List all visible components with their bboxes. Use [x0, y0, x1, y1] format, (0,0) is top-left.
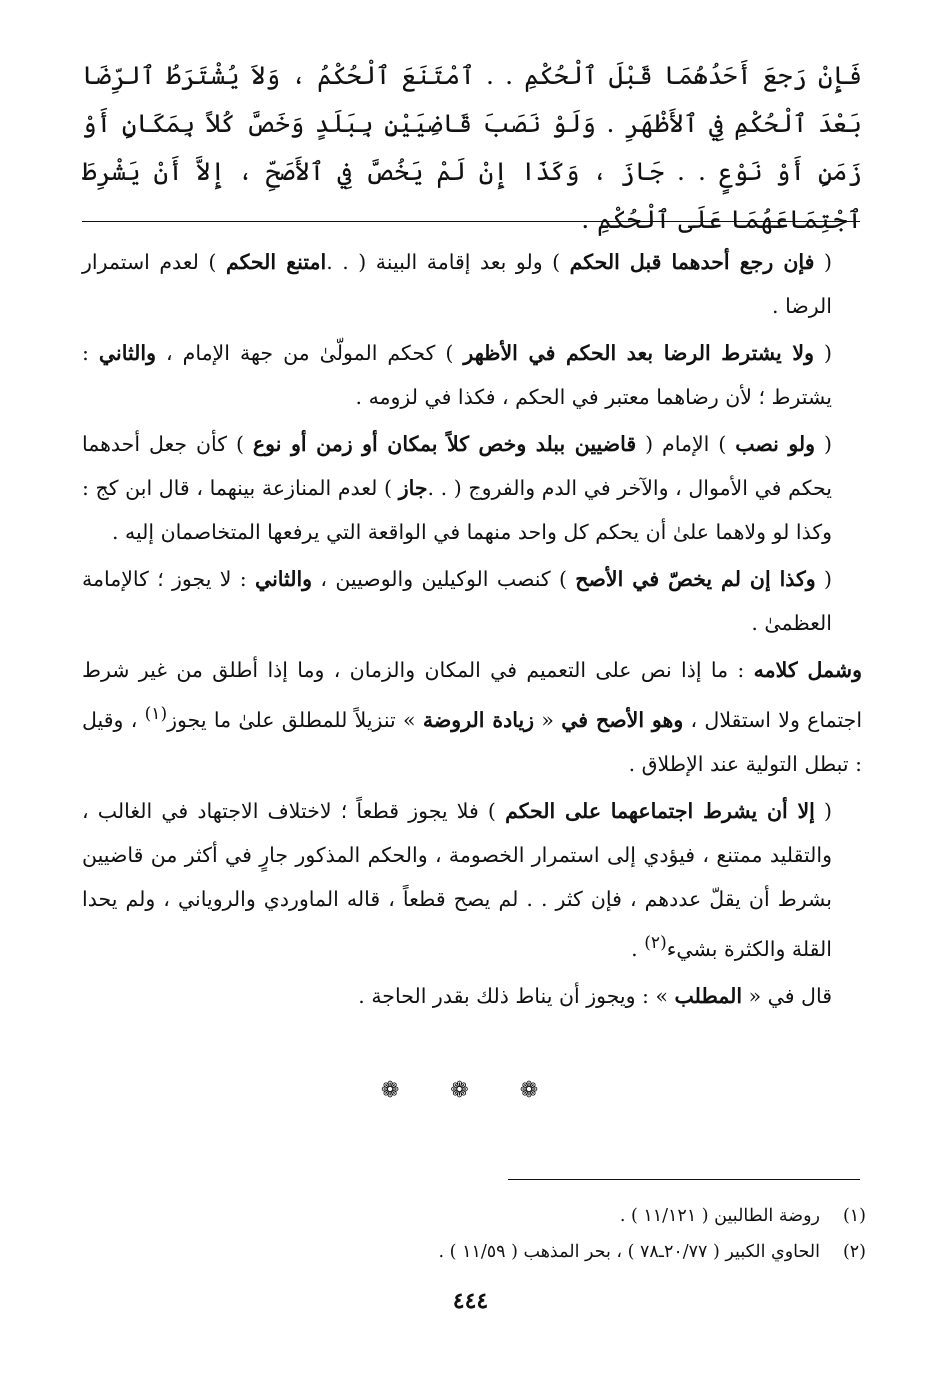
book-title: المطلب [674, 983, 743, 1008]
commentary-text: « [534, 707, 562, 732]
footnote-1 [82, 1198, 866, 1234]
footnote-number: (٢) [842, 1242, 866, 1262]
matn-quote: امتنع الحكم [225, 250, 327, 274]
commentary-text: ) لعدم استمرار الرضا . [82, 250, 832, 318]
matn-text: فَإِنْ رَجعَ أَحَدُهُمَا قَبْلَ ٱلْحُكْمِ . . ٱمْتَنَعَ ٱلْحُكْمُ ، وَلاَ يُشْتَرَطُ ٱلرِّضَا بَعْدَ ٱلْحُكْمِ فِي ٱلأَظْهَرِ . وَلَوْ نَصَبَ قَاضِيَيْنِ بِبَلَدٍ وَخَصَّ كُلاً بِمَكَانٍ أَوْ زَمَنٍ أَوْ نَوْعٍ . . جَازَ ، وَكَذَا إِنْ لَمْ يَخُصَّ فِي ٱلأَصَحِّ ، إِلاَّ أَنْ يَشْرِطَ ٱجْتِمَاعَهُمَا عَلَى ٱلْحُكْمِ . [82, 61, 862, 234]
footnote-ref[interactable]: (١) [144, 704, 168, 724]
page-number: ٤٤٤ [452, 1288, 489, 1314]
footnote-separator-line [508, 1179, 860, 1180]
commentary-text: قال في « [742, 983, 832, 1008]
sharh-paragraph-3 [82, 422, 862, 554]
paren: ( [814, 250, 832, 274]
footnotes [82, 1198, 866, 1270]
sharh-paragraph-5 [82, 648, 862, 786]
lead-phrase: وشمل كلامه [753, 658, 862, 682]
paren: ( [815, 432, 833, 456]
commentary-text: ) فلا يجوز قطعاً ؛ لاختلاف الاجتهاد في الغالب ، والتقليد ممتنع ، فيؤدي إلى استمرار الخصومة ، والحكم المذكور جارٍ في أكثر من قاضيين بشرط أن يقلّ عددهم ، فإن كثر . . لم يصح قطعاً ، قاله الماوردي والروياني ، ولم يحدا القلة والكثرة بشيء [82, 798, 832, 961]
commentary-text: » : ويجوز أن يناط ذلك بقدر الحاجة . [358, 983, 675, 1008]
matn-quote: إلا أن يشرط اجتماعهما على الحكم [505, 798, 815, 823]
sharh-paragraph-7 [82, 974, 862, 1018]
footnote-2 [82, 1234, 866, 1270]
section-end-ornament: ❁ ❁ ❁ [380, 1078, 561, 1103]
sharh-paragraph-6 [82, 789, 862, 971]
commentary-text: ) كأن جعل أحدهما يحكم في الأموال ، والآخر في الدم والفروج ( . . [82, 432, 832, 500]
matn-quote: قاضيين ببلد وخص كلاً بمكان أو زمن أو نوع [252, 432, 637, 456]
commentary-text: . [631, 936, 645, 961]
paren: ( [813, 341, 832, 365]
commentary-text: ) كحكم المولّىٰ من جهة الإمام ، [166, 341, 464, 365]
footnote-number: (١) [842, 1206, 866, 1226]
sharh-paragraph-1 [82, 240, 862, 328]
commentary-text: ) لعدم المنازعة بينهما ، قال ابن كج : وكذا لو ولاهما علىٰ أن يحكم كل واحد منهما في الواقعة التي يرفعها المتخاصمان إليه . [82, 476, 832, 544]
sharh-paragraph-2 [82, 331, 862, 419]
book-title: زيادة الروضة [422, 707, 535, 732]
commentary-text: ، وقيل : تبطل التولية عند الإطلاق . [82, 707, 862, 776]
commentary-text: » تنزيلاً للمطلق علىٰ ما يجوز [167, 707, 423, 732]
opinion-label: والثاني [255, 567, 313, 591]
footnote-text: الحاوي الكبير ( ٢٠/٧٧ـ٧٨ ) ، بحر المذهب ( ١١/٥٩ ) . [438, 1242, 820, 1262]
commentary-text: ) ولو بعد إقامة البينة ( . . [326, 250, 570, 274]
matn-quote: ولو نصب [735, 432, 816, 456]
sharh-commentary [82, 240, 862, 1021]
matn-quote: فإن رجع أحدهما قبل الحكم [569, 250, 815, 274]
matn-separator-line [82, 221, 860, 222]
commentary-text: : ما إذا نص على التعميم في المكان والزمان ، وما إذا أطلق من غير شرط اجتماع ولا استقلال ، [82, 658, 863, 732]
matn-quote: جاز [398, 476, 428, 500]
sharh-paragraph-4 [82, 557, 862, 645]
opinion-label: والثاني [98, 341, 156, 365]
commentary-text: : لا يجوز ؛ كالإمامة العظمىٰ . [82, 567, 832, 635]
footnote-ref[interactable]: (٢) [644, 932, 667, 953]
commentary-text: ) كنصب الوكيلين والوصيين ، [312, 567, 576, 591]
footnote-text: روضة الطالبين ( ١١/١٢١ ) . [619, 1206, 820, 1226]
matn-quote: ولا يشترط الرضا بعد الحكم في الأظهر [463, 341, 814, 365]
commentary-text: ) الإمام ( [636, 432, 736, 456]
opinion-label: وهو الأصح في [561, 707, 684, 732]
paren: ( [815, 567, 832, 591]
matn-quote: وكذا إن لم يخصّ في الأصح [575, 567, 816, 591]
commentary-text: : يشترط ؛ لأن رضاهما معتبر في الحكم ، فكذا في لزومه . [82, 341, 832, 409]
paren: ( [814, 798, 832, 823]
